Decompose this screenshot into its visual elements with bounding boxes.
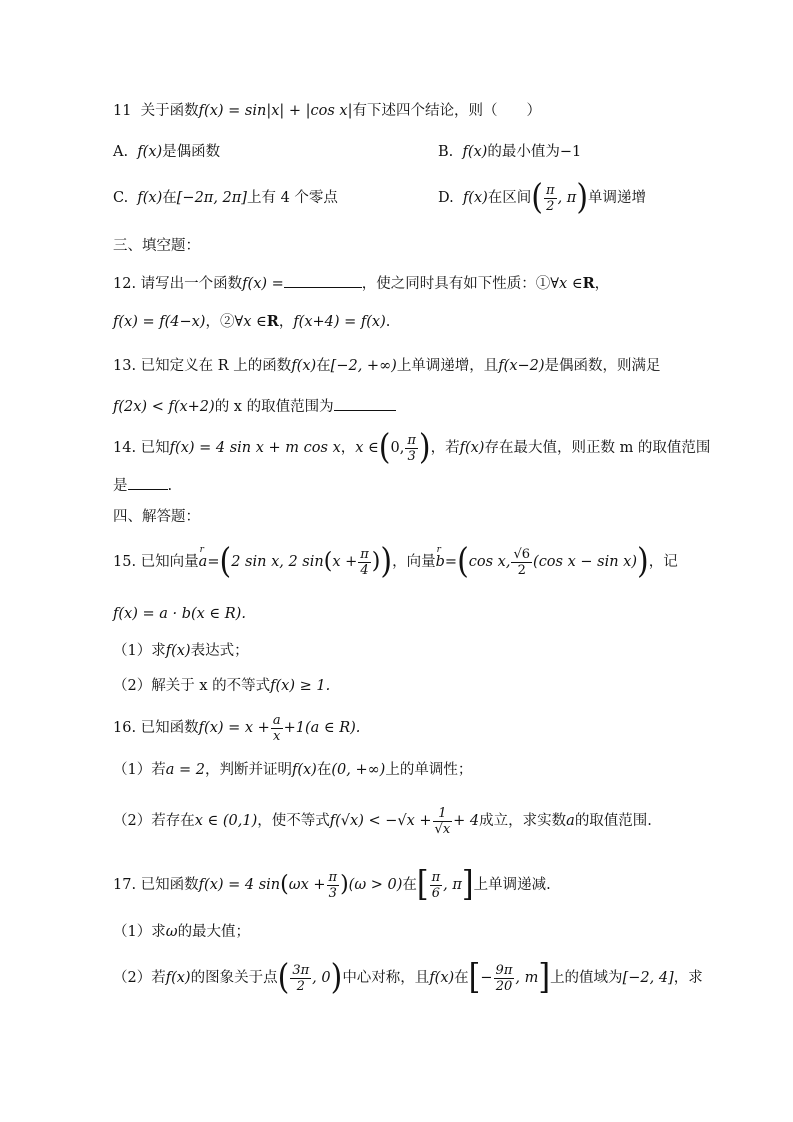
- q15-sub2: （2）解关于 x 的不等式f(x) ≥ 1.: [113, 678, 331, 694]
- q11-option-a: A. f(x)是偶函数: [113, 144, 221, 160]
- q14-line2: 是 .: [113, 475, 172, 496]
- q17-sub2: （2）若f(x)的图象关于点( $\frac{3\pi}{2}$ , 0)中心对称，且f(x)在[− $\frac{9\pi}{20}$ , m]上的值域为[−2, 4]，求: [113, 957, 703, 998]
- q16-sub1: （1）若a = 2，判断并证明f(x)在(0, +∞)上的单调性；: [113, 762, 473, 778]
- q16-sub2: （2）若存在x ∈ (0,1)，使不等式f(√x) < −√x + $\frac{1}{√x}$ + 4成立，求实数a的取值范围.: [113, 805, 652, 837]
- formula: f(x) = sin|x| + |cos x|: [198, 103, 353, 119]
- q15-line1: 15. 已知向量 r a=(2 sin x, 2 sin(x + $\frac{\pi}{4}$ ))，向量 r b=(cos x, $\frac{√6}{2}$ (cos x − sin x))，记: [113, 541, 678, 582]
- section-heading-fill-blank: 三、填空题：: [113, 238, 200, 254]
- q17-sub1: （1）求ω的最大值；: [113, 924, 251, 940]
- q15-sub1: （1）求f(x)表达式；: [113, 643, 249, 659]
- q14-line1: 14. 已知f(x) = 4 sin x + m cos x，x ∈(0, $\frac{\pi}{3}$ )，若f(x)存在最大值，则正数 m 的取值范围: [113, 427, 711, 468]
- section-heading-solve: 四、解答题：: [113, 509, 200, 525]
- q16-line1: 16. 已知函数f(x) = x + $\frac{a}{x}$ +1(a ∈ R).: [113, 712, 361, 744]
- q15-line2: f(x) = a · b(x ∈ R).: [113, 606, 246, 622]
- question-number: 11: [113, 103, 132, 119]
- q12-line1: 12. 请写出一个函数f(x) = ，使之同时具有如下性质：①∀x ∈R，: [113, 275, 610, 292]
- q13-line1: 13. 已知定义在 R 上的函数f(x)在[−2, +∞)上单调递增，且f(x−2)是偶函数，则满足: [113, 358, 661, 374]
- q11-option-b: B. f(x)的最小值为−1: [438, 144, 582, 160]
- q12-line2: f(x) = f(4−x)，②∀x ∈R，f(x+4) = f(x).: [113, 313, 391, 330]
- q11-option-c: C. f(x)在[−2π, 2π]上有 4 个零点: [113, 190, 338, 206]
- q13-line2: f(2x) < f(x+2)的 x 的取值范围为: [113, 396, 396, 417]
- q11-option-d: D. f(x)在区间( $\frac{\pi}{2}$ , π)单调递增: [438, 177, 647, 218]
- answer-blank: [128, 475, 168, 490]
- answer-blank: [284, 273, 362, 288]
- answer-blank: [334, 396, 396, 411]
- q11-stem: 11 关于函数f(x) = sin|x| + |cos x|有下述四个结论，则（ ）: [113, 103, 541, 119]
- q17-line1: 17. 已知函数f(x) = 4 sin(ωx + $\frac{\pi}{3}$ )(ω > 0)在[ $\frac{\pi}{6}$ , π]上单调递减.: [113, 864, 551, 905]
